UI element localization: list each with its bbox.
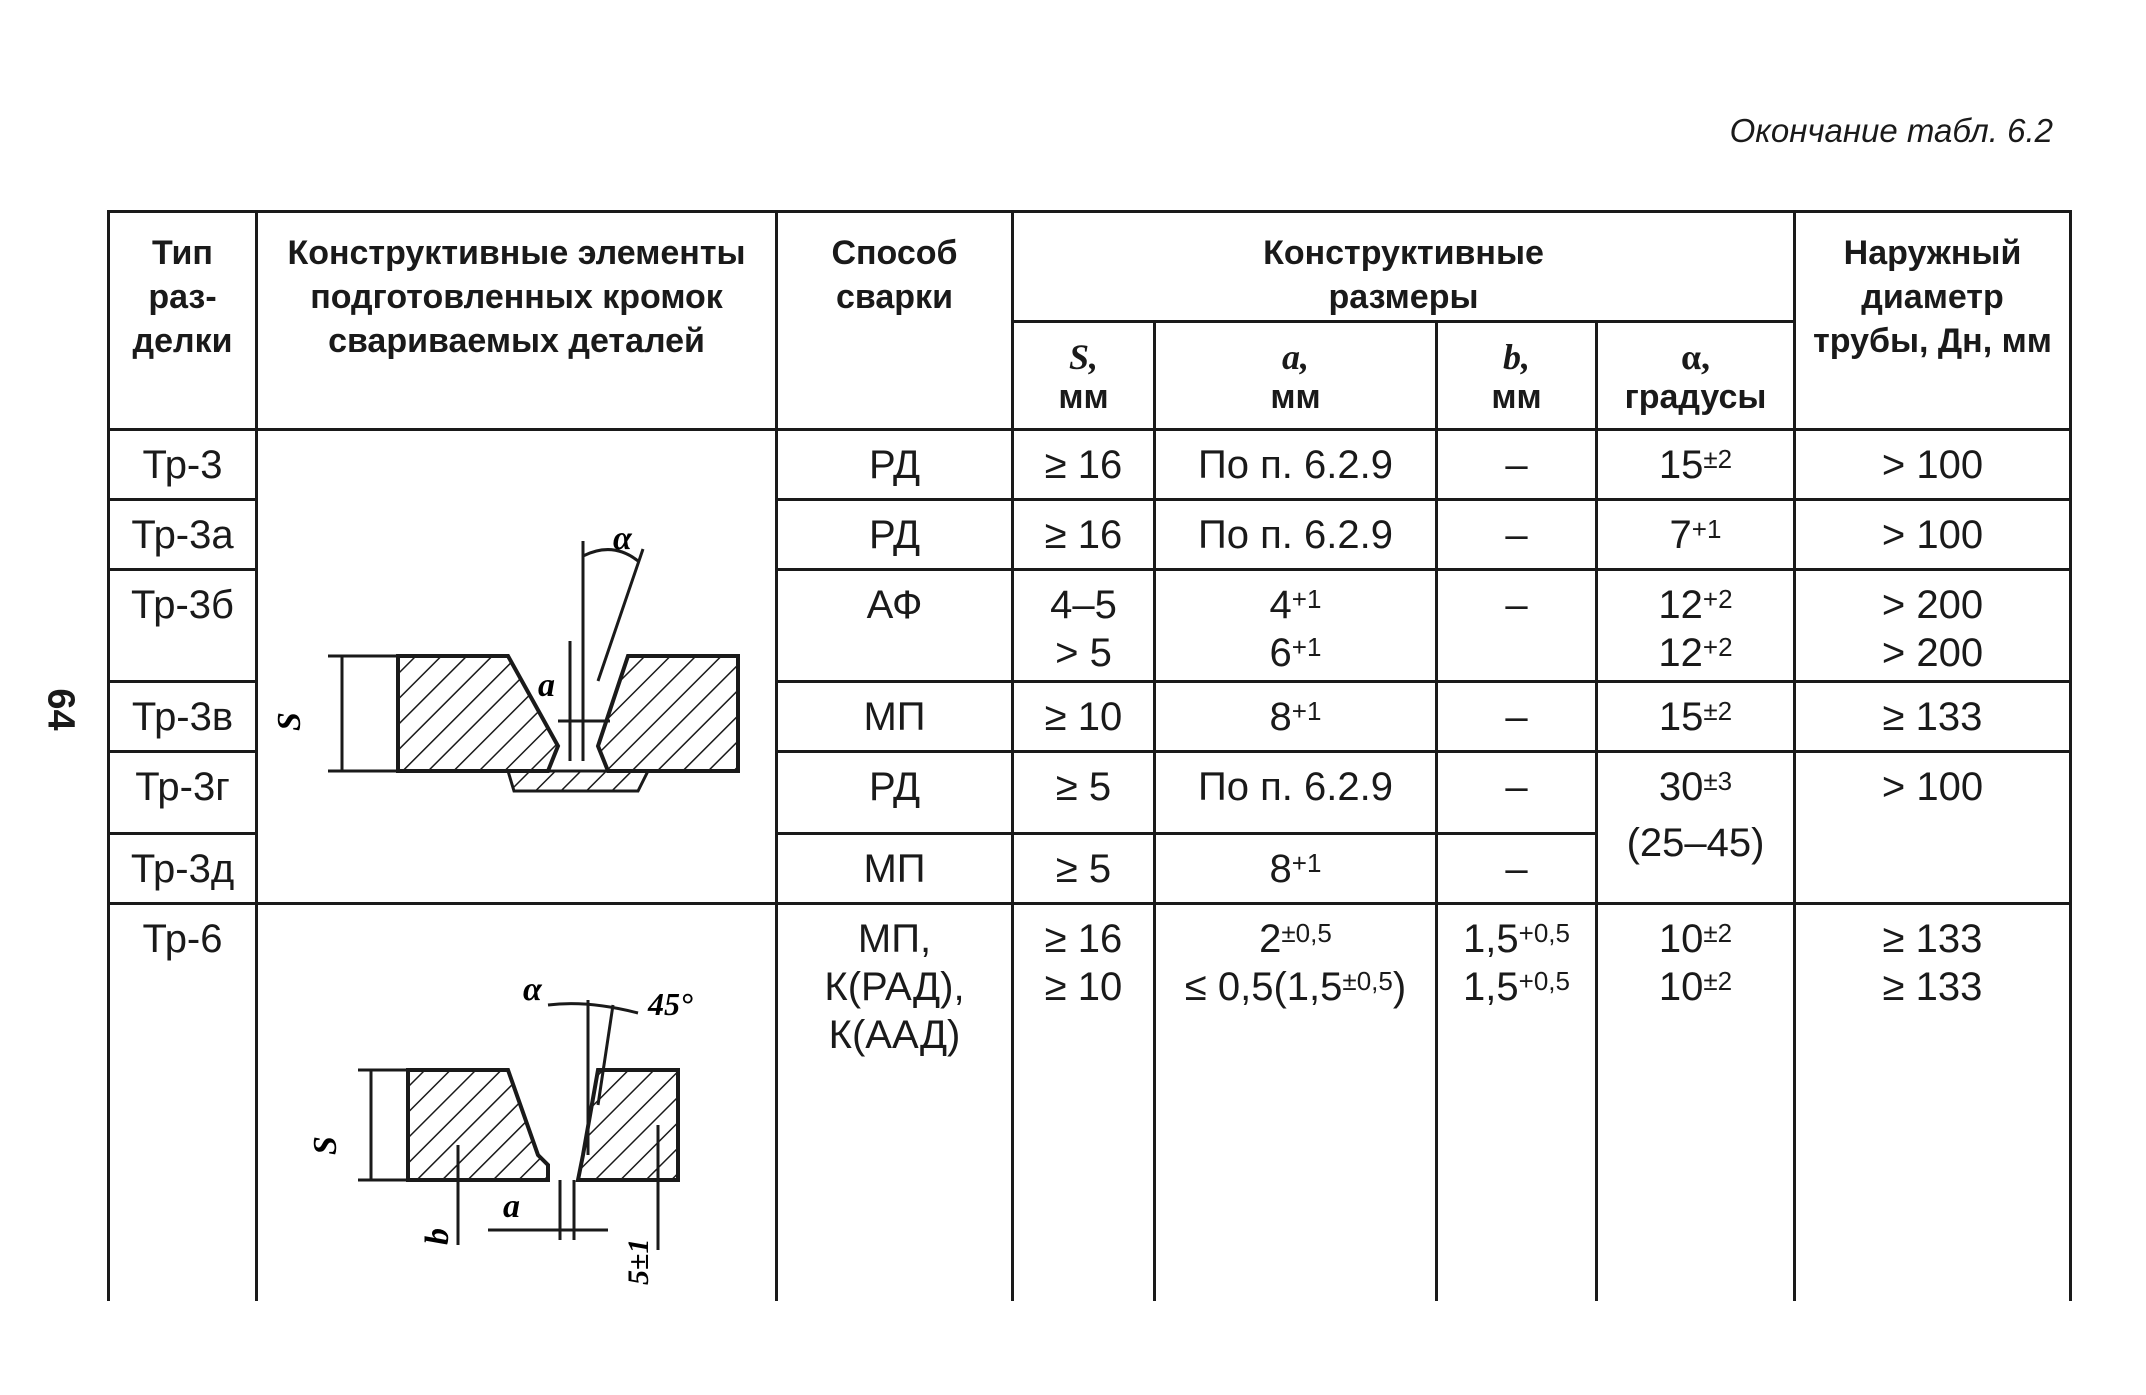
cell-b: – — [1437, 570, 1597, 682]
label-5: 5±1 — [622, 1238, 655, 1285]
label-s: S — [307, 1136, 344, 1155]
cell-dia: > 100 — [1795, 752, 2071, 904]
cell-method: РД — [777, 500, 1013, 570]
cell-method: АФ — [777, 570, 1013, 682]
cell-alpha: $15^{\pm 2}$ — [1597, 430, 1795, 500]
header-b: b, мм — [1437, 322, 1597, 430]
label-a: a — [538, 667, 555, 704]
cell-s: ≥ 16 — [1013, 430, 1155, 500]
cell-dia: > 100 — [1795, 430, 2071, 500]
page-number: 64 — [39, 688, 82, 731]
cell-alpha: $12^{+2}$ $12^{+2}$ — [1597, 570, 1795, 682]
table-caption: Окончание табл. 6.2 — [1729, 112, 2053, 149]
cell-method: МП — [777, 682, 1013, 752]
cell-type: Тр-3а — [109, 500, 257, 570]
cell-a: $8^{+1}$ — [1155, 682, 1437, 752]
u-groove-joint-drawing — [258, 905, 778, 1290]
cell-dia: ≥ 133 ≥ 133 — [1795, 904, 2071, 1302]
cell-b: – — [1437, 682, 1597, 752]
header-a: a, мм — [1155, 322, 1437, 430]
label-alpha: α — [613, 520, 632, 557]
cell-type: Тр-3 — [109, 430, 257, 500]
header-method: Способ сварки — [777, 212, 1013, 430]
header-diameter — [1795, 212, 2071, 430]
cell-dia: > 200 > 200 — [1795, 570, 2071, 682]
cell-s: 4–5 > 5 — [1013, 570, 1155, 682]
cell-b: $1,5^{+0,5}$ $1,5^{+0,5}$ — [1437, 904, 1597, 1302]
table-row — [109, 430, 2071, 500]
header-type: Тип раз-делки — [109, 212, 257, 430]
cell-method: РД — [777, 752, 1013, 834]
cell-alpha: $15^{\pm 2}$ — [1597, 682, 1795, 752]
cell-s: ≥ 16 — [1013, 500, 1155, 570]
cell-type: Тр-3д — [109, 834, 257, 904]
cell-b: – — [1437, 752, 1597, 834]
cell-s: ≥ 16 ≥ 10 — [1013, 904, 1155, 1302]
cell-type: Тр-3в — [109, 682, 257, 752]
label-alpha: α — [523, 971, 542, 1008]
cell-alpha: $7^{+1}$ — [1597, 500, 1795, 570]
cell-s: ≥ 5 — [1013, 834, 1155, 904]
cell-dia: ≥ 133 — [1795, 682, 2071, 752]
cell-type: Тр-3г — [109, 752, 257, 834]
cell-a: $4^{+1}$ $6^{+1}$ — [1155, 570, 1437, 682]
cell-dia: > 100 — [1795, 500, 2071, 570]
label-a: a — [503, 1188, 520, 1225]
cell-method: МП — [777, 834, 1013, 904]
cell-method: РД — [777, 430, 1013, 500]
cell-alpha: $30^{\pm 3}$ (25–45) — [1597, 752, 1795, 904]
header-s: S, мм — [1013, 322, 1155, 430]
label-b: b — [419, 1228, 456, 1245]
cell-a: $2^{\pm 0,5}$ ≤ $0,5(1,5^{\pm 0,5})$ — [1155, 904, 1437, 1302]
cell-a: По п. 6.2.9 — [1155, 752, 1437, 834]
cell-a: $8^{+1}$ — [1155, 834, 1437, 904]
drawing-tr3 — [257, 430, 777, 904]
header-dims: Конструктивные размеры — [1013, 212, 1795, 322]
cell-a: По п. 6.2.9 — [1155, 500, 1437, 570]
cell-b: – — [1437, 834, 1597, 904]
header-diameter-text: Наружный диаметр трубы, Дн, мм — [1813, 234, 2052, 360]
label-s: S — [271, 712, 308, 731]
header-elements: Конструктивные элементы подготовленных кромок свариваемых деталей — [257, 212, 777, 430]
cell-s: ≥ 5 — [1013, 752, 1155, 834]
label-45: 45° — [648, 986, 693, 1022]
bevel-joint-drawing — [258, 431, 778, 891]
cell-b: – — [1437, 430, 1597, 500]
cell-type: Тр-6 — [109, 904, 257, 1302]
table-row — [109, 904, 2071, 1302]
header-alpha: α, градусы — [1597, 322, 1795, 430]
cell-a: По п. 6.2.9 — [1155, 430, 1437, 500]
drawing-tr6 — [257, 904, 777, 1302]
cell-alpha: $10^{\pm 2}$ $10^{\pm 2}$ — [1597, 904, 1795, 1302]
cell-b: – — [1437, 500, 1597, 570]
cell-method: МП, К(РАД), К(ААД) — [777, 904, 1013, 1302]
weld-table — [107, 210, 2072, 1301]
cell-s: ≥ 10 — [1013, 682, 1155, 752]
cell-type: Тр-3б — [109, 570, 257, 682]
